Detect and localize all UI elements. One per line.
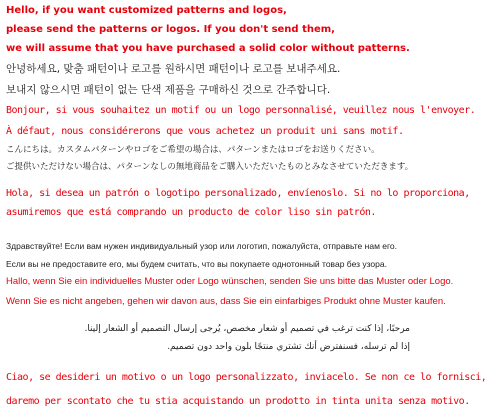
japanese-line-1: こんにちは。カスタムパターンやロゴをご希望の場合は、パターンまたはロゴをお送りください。: [6, 145, 380, 155]
french-line-2: À défaut, nous considérerons que vous achetez un produit uni sans motif.: [6, 126, 404, 137]
russian-line-1: Здравствуйте! Если вам нужен индивидуальный узор или логотип, пожалуйста, отправьте нам его.: [6, 241, 398, 251]
french-line-1: Bonjour, si vous souhaitez un motif ou un logo personnalisé, veuillez nous l'envoyer.: [6, 105, 476, 116]
arabic-line-1: مرحبًا، إذا كنت ترغب في تصميم أو شعار مخصص، يُرجى إرسال التصميم أو الشعار إلينا.: [84, 324, 410, 334]
french-notice: [6, 100, 476, 142]
italian-line-2: daremo per scontato che tu stia acquistando un prodotto in tinta unita senza motivo.: [6, 396, 470, 407]
spanish-notice: [6, 184, 470, 222]
japanese-line-2: ご提供いただけない場合は、パターンなしの無地商品をご購入いただいたものとみなさせていただきます。: [6, 162, 414, 172]
german-line-1: Hallo, wenn Sie ein individuelles Muster oder Logo wünschen, senden Sie uns bitte das Muster oder Logo.: [6, 276, 454, 287]
german-notice: [6, 272, 454, 312]
english-line-2: please send the patterns or logos. If you don't send them,: [6, 24, 335, 35]
italian-line-1: Ciao, se desideri un motivo o un logo personalizzato, inviacelo. Se non ce lo fornisci,: [6, 372, 486, 383]
spanish-line-2: asumiremos que está comprando un producto de color liso sin patrón.: [6, 207, 376, 218]
english-line-3: we will assume that you have purchased a solid color without patterns.: [6, 43, 410, 54]
english-line-1: Hello, if you want customized patterns and logos,: [6, 5, 287, 16]
spanish-line-1: Hola, si desea un patrón o logotipo personalizado, envíenoslo. Si no lo proporciona,: [6, 188, 470, 199]
korean-line-2: 보내지 않으시면 패턴이 없는 단색 제품을 구매하신 것으로 간주합니다.: [6, 84, 331, 96]
german-line-2: Wenn Sie es nicht angeben, gehen wir davon aus, dass Sie ein einfarbiges Produkt ohne Muster kaufen.: [6, 296, 446, 307]
russian-line-2: Если вы не предоставите его, мы будем считать, что вы покупаете однотонный товар без узора.: [6, 259, 387, 269]
russian-notice: [6, 237, 412, 273]
italian-notice: [6, 366, 486, 414]
korean-notice: [6, 59, 412, 101]
arabic-line-2: إذا لم ترسله، فسنفترض أنك تشتري منتجًا بلون واحد دون تصميم.: [167, 342, 410, 352]
korean-line-1: 안녕하세요, 맞춤 패턴이나 로고를 원하시면 패턴이나 로고를 보내주세요.: [6, 63, 341, 75]
japanese-notice: [6, 142, 412, 176]
arabic-notice: [6, 320, 410, 356]
english-notice: [6, 1, 412, 58]
